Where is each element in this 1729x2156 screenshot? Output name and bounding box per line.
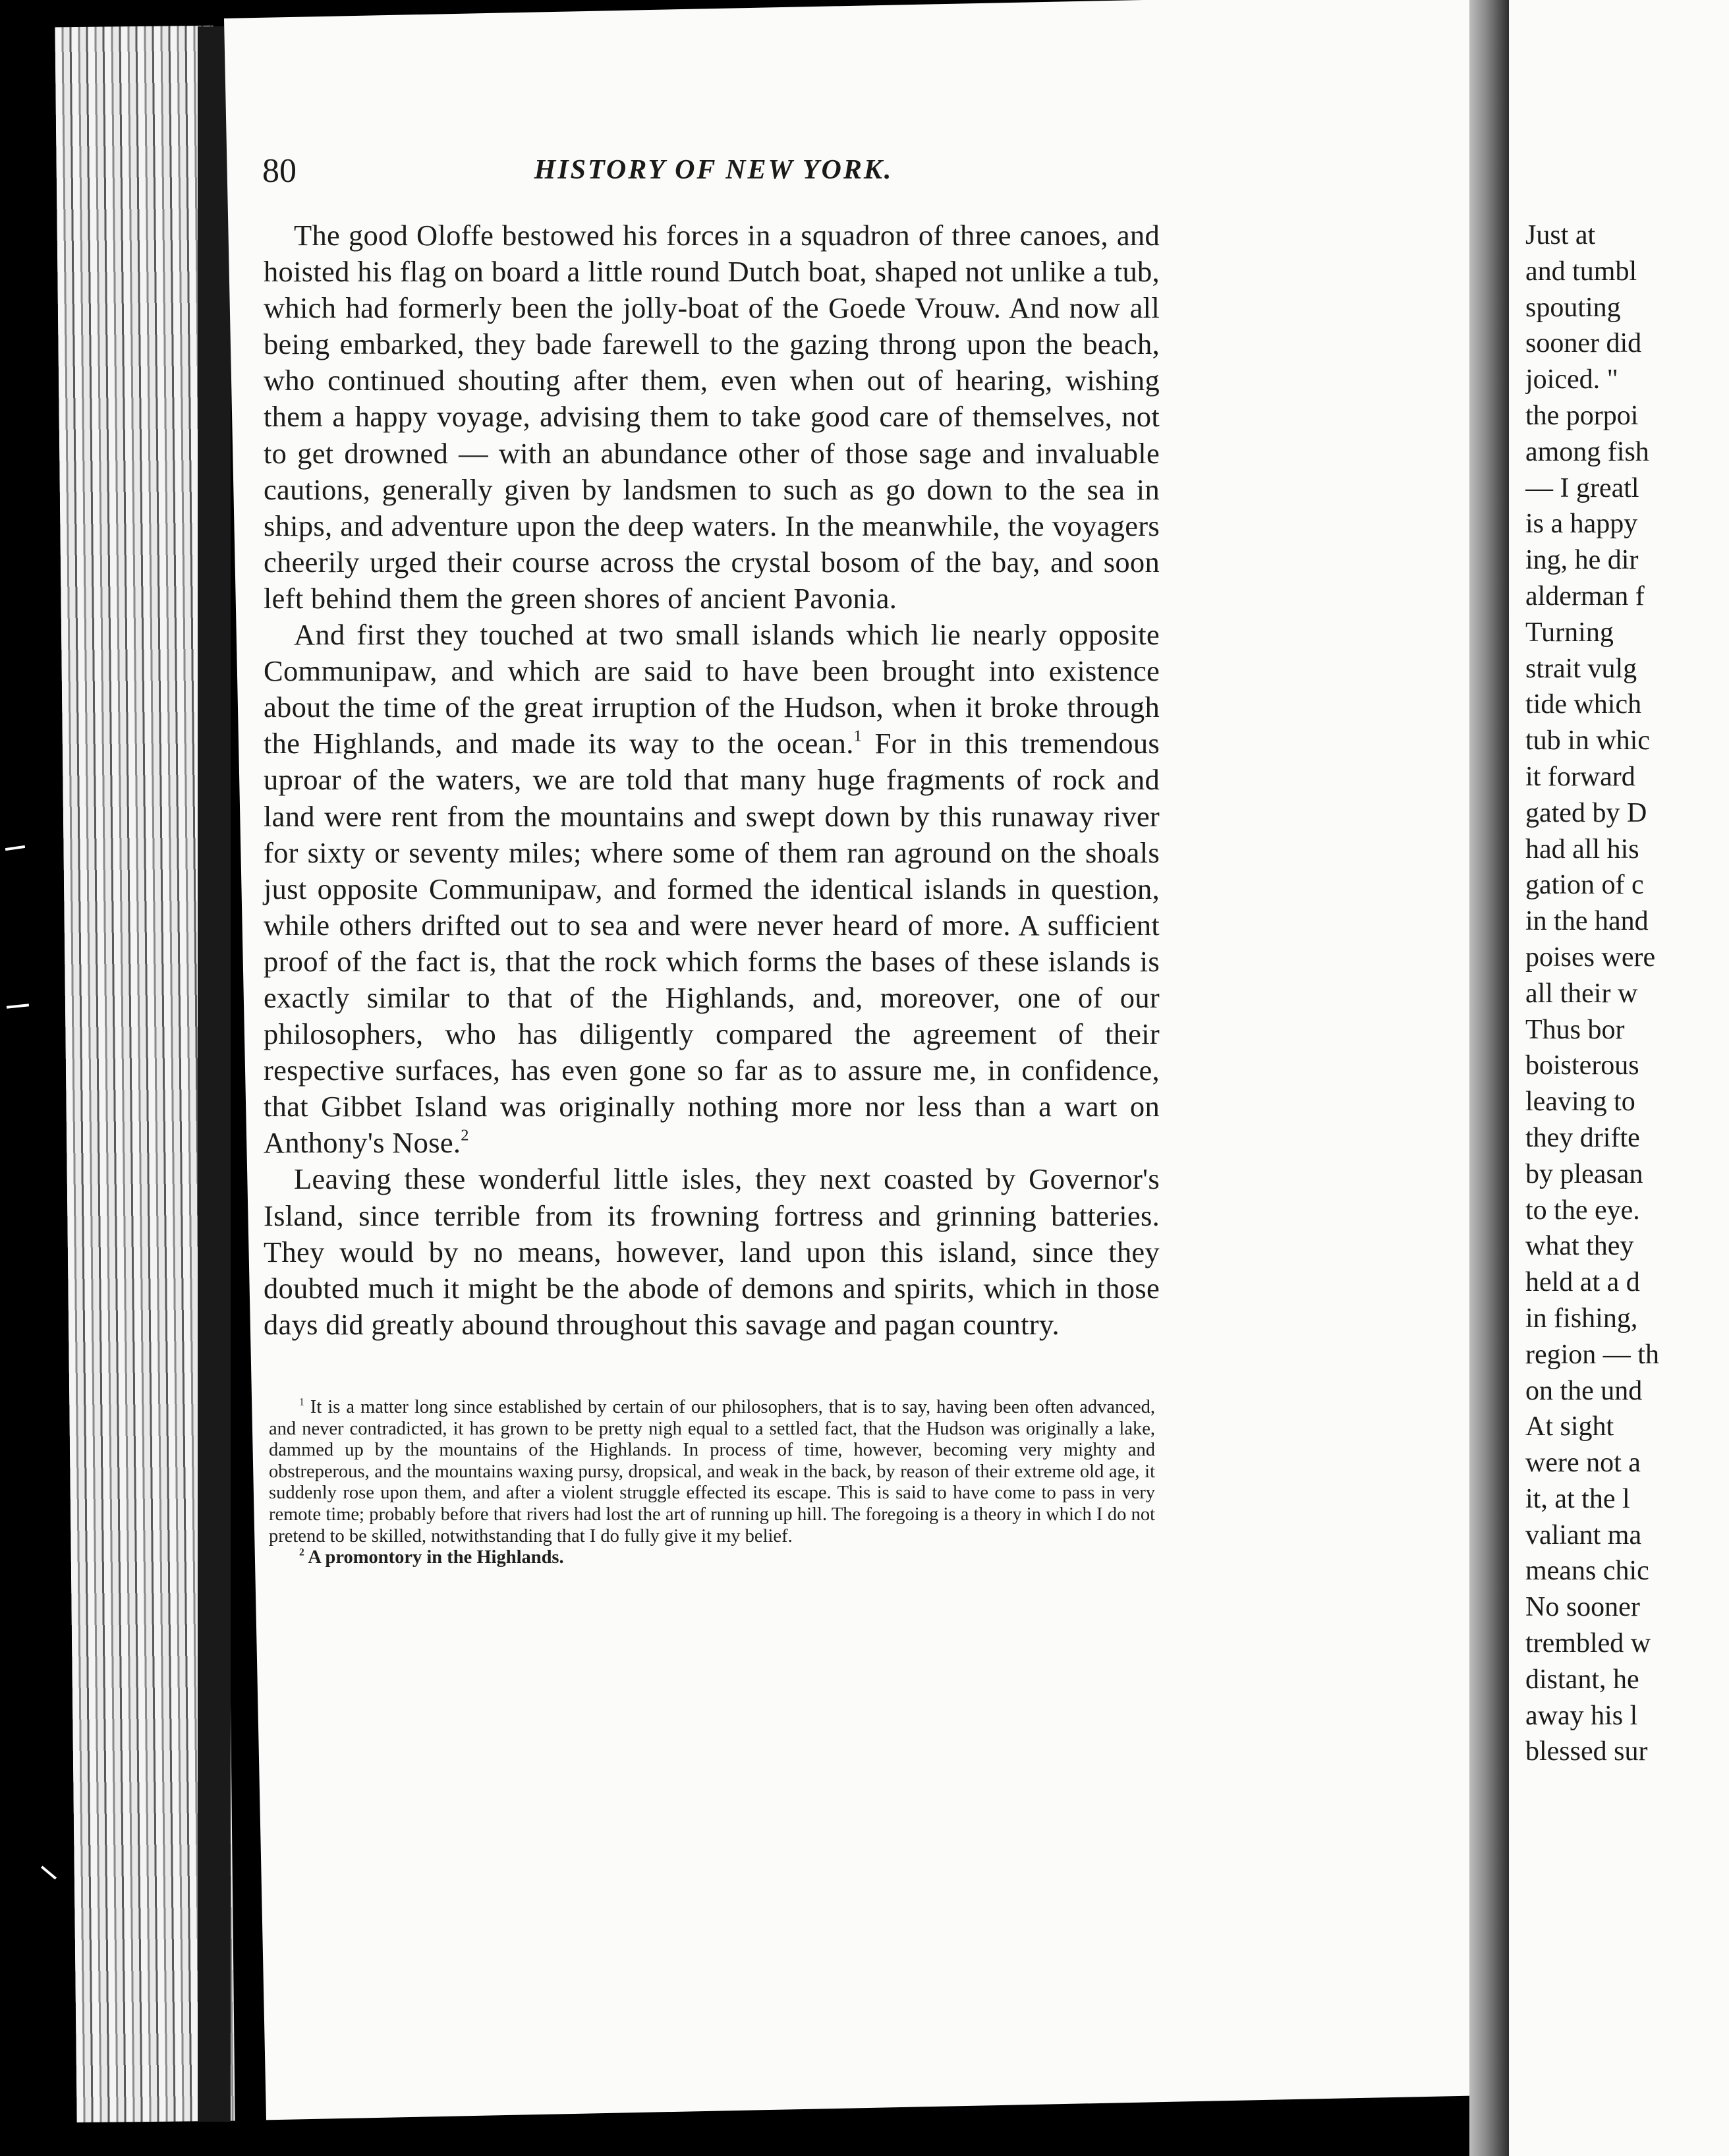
main-text: [264, 217, 1160, 1343]
gutter-fold: [1469, 0, 1509, 2156]
footnote: [269, 1397, 1155, 1547]
right-page-line: Turning: [1525, 617, 1614, 648]
right-page-line: it, at the l: [1525, 1483, 1630, 1514]
right-page-line: — I greatl: [1525, 472, 1639, 503]
right-page-line: is a happy: [1525, 509, 1638, 540]
paragraph-text: For in this tremendous uproar of the waters, we are told that many huge fragments of rock and land were rent from the mountains and swept down by this runaway river for sixty or seventy miles; where some of them ran aground on the shoals just opposite Communipaw, and formed the identical islands in question, while others drifted out to sea and were never heard of more. A sufficient proof of the fact is, that the rock which forms the bases of these islands is exactly similar to that of the Highlands, and, moreover, one of our philosophers, who has diligently compared the agreement of their respective surfaces, has even gone so far as to assure me, in confidence, that Gibbet Island was originally nothing more nor less than a wart on Anthony's Nose.: [264, 727, 1160, 1160]
footnote: [269, 1547, 1155, 1569]
running-head: HISTORY OF NEW YORK.: [534, 155, 893, 185]
page-number: 80: [262, 152, 297, 190]
right-page-line: blessed sur: [1525, 1736, 1648, 1767]
right-page-line: At sight: [1525, 1411, 1614, 1442]
right-page-text: [1525, 217, 1729, 1770]
right-page-line: they drifte: [1525, 1122, 1640, 1153]
right-page-line: valiant ma: [1525, 1519, 1642, 1550]
right-page-line: spouting: [1525, 292, 1621, 323]
footnote-reference: 2: [461, 1127, 469, 1145]
footnote-reference: 1: [853, 727, 863, 745]
right-page-line: gation of c: [1525, 870, 1644, 901]
footnote-text: A promontory in the Highlands.: [308, 1547, 564, 1568]
paragraph-text: And first they touched at two small islands which lie nearly opposite Communipaw, and which are said to have been brought into existence about the time of the great irruption of the Hudson, when it broke through the Highlands, and made its way to the ocean.: [264, 618, 1160, 760]
right-page-line: what they: [1525, 1231, 1634, 1262]
paragraph: Leaving these wonderful little isles, they next coasted by Governor's Island, since terrible from its frowning fortress and grinning batteries. They would by no means, however, land upon this island, since they doubted much it might be the abode of demons and spirits, which in those days did greatly abound throughout this savage and pagan country.: [264, 1162, 1160, 1341]
scan-artifact: [41, 1865, 57, 1879]
footnotes: [269, 1397, 1155, 1569]
right-page-line: ing, he dir: [1525, 545, 1639, 576]
right-page-line: tub in whic: [1525, 725, 1650, 756]
right-page-line: gated by D: [1525, 797, 1647, 828]
right-page-line: No sooner: [1525, 1592, 1640, 1623]
right-page-line: all their w: [1525, 978, 1638, 1009]
right-page-line: the porpoi: [1525, 400, 1639, 431]
right-page-line: strait vulg: [1525, 653, 1637, 684]
page-header: [262, 152, 1165, 198]
right-page-line: had all his: [1525, 834, 1639, 865]
right-page-line: tide which: [1525, 689, 1642, 720]
right-page-line: means chic: [1525, 1556, 1649, 1587]
right-page-line: poises were: [1525, 942, 1656, 973]
footnote-text: It is a matter long since established by certain of our philosophers, that is to say, having been often advanced, and never contradicted, it has grown to be pretty nigh equal to a settled fact, that the Hudson was originally a lake, dammed up by the mountains of the Highlands. In process of time, however, becoming very mighty and obstreperous, and the mountains waxing pursy, dropsical, and weak in the back, by reason of their extreme old age, it suddenly rose upon them, and after a violent struggle effected its escape. This is said to have come to pass in very remote time; probably before that rivers had lost the art of running up hill. The foregoing is a theory in which I do not pretend to be skilled, notwithstanding that I do fully give it my belief.: [269, 1397, 1155, 1546]
right-page-line: by pleasan: [1525, 1158, 1643, 1189]
right-page-line: alderman f: [1525, 581, 1645, 611]
right-page-line: Just at: [1525, 220, 1596, 250]
right-page-line: in the hand: [1525, 906, 1649, 937]
right-page-line: joiced. ": [1525, 364, 1618, 395]
right-page-line: and tumbl: [1525, 256, 1637, 287]
scan-artifact: [5, 845, 25, 851]
footnote-number: 2: [299, 1546, 304, 1558]
scan-artifact: [7, 1004, 29, 1009]
right-page-line: leaving to: [1525, 1087, 1635, 1118]
right-page-line: Thus bor: [1525, 1014, 1625, 1045]
paragraph: [264, 617, 1160, 1161]
right-page-line: were not a: [1525, 1448, 1641, 1479]
paragraph: The good Oloffe bestowed his forces in a squadron of three canoes, and hoisted his flag on board a little round Dutch boat, shaped not unlike a tub, which had formerly been the jolly-boat of the Goede Vrouw. And now all being embarked, they bade farewell to the gazing throng upon the beach, who continued shouting after them, even when out of hearing, wishing them a happy voyage, advising them to take good care of themselves, not to get drowned — with an abundance other of those sage and invaluable cautions, generally given by landsmen to such as go down to the sea in ships, and adventure upon the deep waters. In the meanwhile, the voyagers cheerily urged their course across the crystal bosom of the bay, and soon left behind them the green shores of ancient Pavonia.: [264, 219, 1160, 615]
right-page-line: trembled w: [1525, 1628, 1651, 1659]
footnote-number: 1: [299, 1396, 304, 1408]
right-page-line: boisterous: [1525, 1050, 1639, 1081]
right-page-line: on the und: [1525, 1375, 1643, 1406]
right-page-line: region — th: [1525, 1339, 1659, 1370]
right-page-line: in fishing,: [1525, 1303, 1638, 1334]
binding-shadow: [198, 26, 231, 2122]
right-page-line: away his l: [1525, 1700, 1638, 1731]
right-page-line: to the eye.: [1525, 1195, 1640, 1226]
right-page-line: sooner did: [1525, 328, 1642, 359]
right-page-line: it forward: [1525, 761, 1635, 792]
right-page-line: among fish: [1525, 436, 1649, 467]
right-page-line: held at a d: [1525, 1267, 1640, 1298]
right-page-line: distant, he: [1525, 1664, 1639, 1695]
